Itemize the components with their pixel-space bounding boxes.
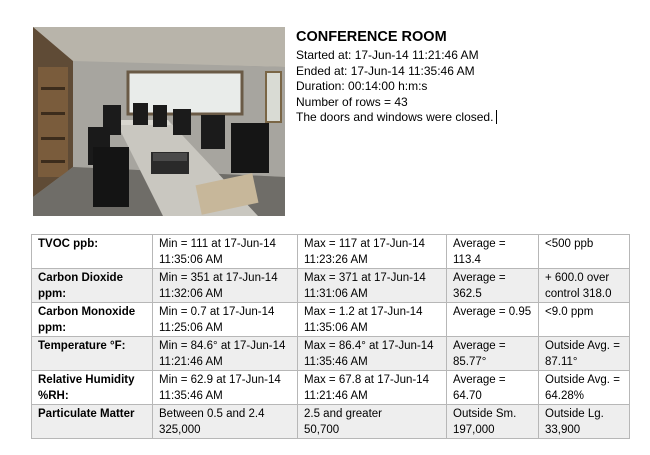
max-cell-line: 2.5 and greater xyxy=(304,408,383,420)
average-cell xyxy=(447,405,539,439)
text-cursor xyxy=(496,110,497,124)
reference-cell-line: <9.0 ppm xyxy=(545,306,594,318)
min-cell-line: 11:25:06 AM xyxy=(159,321,223,334)
average-cell-line: 85.77° xyxy=(453,355,487,368)
average-cell xyxy=(447,371,539,405)
table-row xyxy=(32,269,630,303)
average-cell-line: Average = 0.95 xyxy=(453,306,532,318)
measure-label-line: Temperature °F: xyxy=(38,340,126,352)
average-cell-line: 113.4 xyxy=(453,253,481,266)
min-cell xyxy=(153,235,298,269)
measure-label-line: ppm: xyxy=(38,287,67,300)
reference-cell-line: Outside Avg. = xyxy=(545,340,620,352)
min-cell-line: Min = 62.9 at 17-Jun-14 xyxy=(159,374,281,386)
measure-label-line: Relative Humidity xyxy=(38,374,135,386)
reference-cell-line: + 600.0 over xyxy=(545,272,610,284)
average-cell-line: Average = xyxy=(453,340,506,352)
measure-label xyxy=(32,337,153,371)
conditions-note[interactable] xyxy=(296,110,636,126)
max-cell xyxy=(298,303,447,337)
measure-label-line: Carbon Dioxide xyxy=(38,272,123,284)
min-cell-line: Min = 0.7 at 17-Jun-14 xyxy=(159,306,275,318)
max-cell-line: Max = 67.8 at 17-Jun-14 xyxy=(304,374,429,386)
end-time: Ended at: 17-Jun-14 11:35:46 AM xyxy=(296,63,475,78)
average-cell-line: Average = xyxy=(453,272,506,284)
conference-room-photo xyxy=(33,27,285,216)
average-cell xyxy=(447,337,539,371)
duration: Duration: 00:14:00 h:m:s xyxy=(296,79,428,93)
min-cell-line: 11:32:06 AM xyxy=(159,287,223,300)
max-cell-line: 50,700 xyxy=(304,423,340,436)
max-cell xyxy=(298,269,447,303)
max-cell-line: Max = 1.2 at 17-Jun-14 xyxy=(304,306,423,318)
average-cell xyxy=(447,303,539,337)
measure-label-line: TVOC ppb: xyxy=(38,238,99,250)
table-row xyxy=(32,235,630,269)
table-row xyxy=(32,405,630,439)
min-cell xyxy=(153,371,298,405)
measure-label xyxy=(32,371,153,405)
average-cell-line: Outside Sm. xyxy=(453,408,517,420)
readings-table xyxy=(31,234,630,439)
average-cell-line: Average = xyxy=(453,374,506,386)
reference-cell-line: control 318.0 xyxy=(545,287,612,300)
session-header xyxy=(296,28,636,126)
max-cell-line: 11:21:46 AM xyxy=(304,389,368,402)
table-row xyxy=(32,371,630,405)
reference-cell xyxy=(539,371,630,405)
table-row xyxy=(32,337,630,371)
min-cell-line: Min = 351 at 17-Jun-14 xyxy=(159,272,278,284)
average-cell-line: 362.5 xyxy=(453,287,482,300)
min-cell-line: Min = 84.6° at 17-Jun-14 xyxy=(159,340,286,352)
measure-label-line: %RH: xyxy=(38,389,69,402)
average-cell-line: Average = xyxy=(453,238,506,250)
reference-cell-line: Outside Avg. = xyxy=(545,374,620,386)
max-cell xyxy=(298,405,447,439)
room-title: CONFERENCE ROOM xyxy=(296,29,447,45)
average-cell-line: 64.70 xyxy=(453,389,482,402)
min-cell-line: 11:35:46 AM xyxy=(159,389,223,402)
conditions-note-text: The doors and windows were closed. xyxy=(296,110,494,124)
row-count: Number of rows = 43 xyxy=(296,94,408,109)
max-cell xyxy=(298,235,447,269)
table-row xyxy=(32,303,630,337)
average-cell-line: 197,000 xyxy=(453,423,495,436)
reference-cell xyxy=(539,269,630,303)
measure-label-line: Particulate Matter xyxy=(38,408,135,420)
average-cell xyxy=(447,235,539,269)
min-cell-line: Between 0.5 and 2.4 xyxy=(159,408,265,420)
max-cell xyxy=(298,337,447,371)
reference-cell-line: 64.28% xyxy=(545,389,585,402)
max-cell-line: Max = 86.4° at 17-Jun-14 xyxy=(304,340,434,352)
max-cell xyxy=(298,371,447,405)
measure-label xyxy=(32,235,153,269)
min-cell xyxy=(153,303,298,337)
max-cell-line: 11:35:06 AM xyxy=(304,321,368,334)
reference-cell-line: 33,900 xyxy=(545,423,581,436)
reference-cell xyxy=(539,303,630,337)
reference-cell-line: <500 ppb xyxy=(545,238,594,250)
reference-cell-line: 87.11° xyxy=(545,355,578,368)
min-cell-line: 11:35:06 AM xyxy=(159,253,223,266)
min-cell-line: 11:21:46 AM xyxy=(159,355,223,368)
min-cell-line: 325,000 xyxy=(159,423,201,436)
reference-cell-line: Outside Lg. xyxy=(545,408,604,420)
min-cell-line: Min = 111 at 17-Jun-14 xyxy=(159,238,276,250)
reference-cell xyxy=(539,337,630,371)
max-cell-line: 11:31:06 AM xyxy=(304,287,368,300)
measure-label xyxy=(32,303,153,337)
max-cell-line: 11:23:26 AM xyxy=(304,253,368,266)
start-time: Started at: 17-Jun-14 11:21:46 AM xyxy=(296,48,479,62)
max-cell-line: Max = 117 at 17-Jun-14 xyxy=(304,238,425,250)
reference-cell xyxy=(539,235,630,269)
measure-label xyxy=(32,405,153,439)
min-cell xyxy=(153,405,298,439)
min-cell xyxy=(153,337,298,371)
measure-label-line: ppm: xyxy=(38,321,67,334)
max-cell-line: 11:35:46 AM xyxy=(304,355,368,368)
max-cell-line: Max = 371 at 17-Jun-14 xyxy=(304,272,426,284)
average-cell xyxy=(447,269,539,303)
measure-label xyxy=(32,269,153,303)
min-cell xyxy=(153,269,298,303)
measure-label-line: Carbon Monoxide xyxy=(38,306,136,318)
reference-cell xyxy=(539,405,630,439)
